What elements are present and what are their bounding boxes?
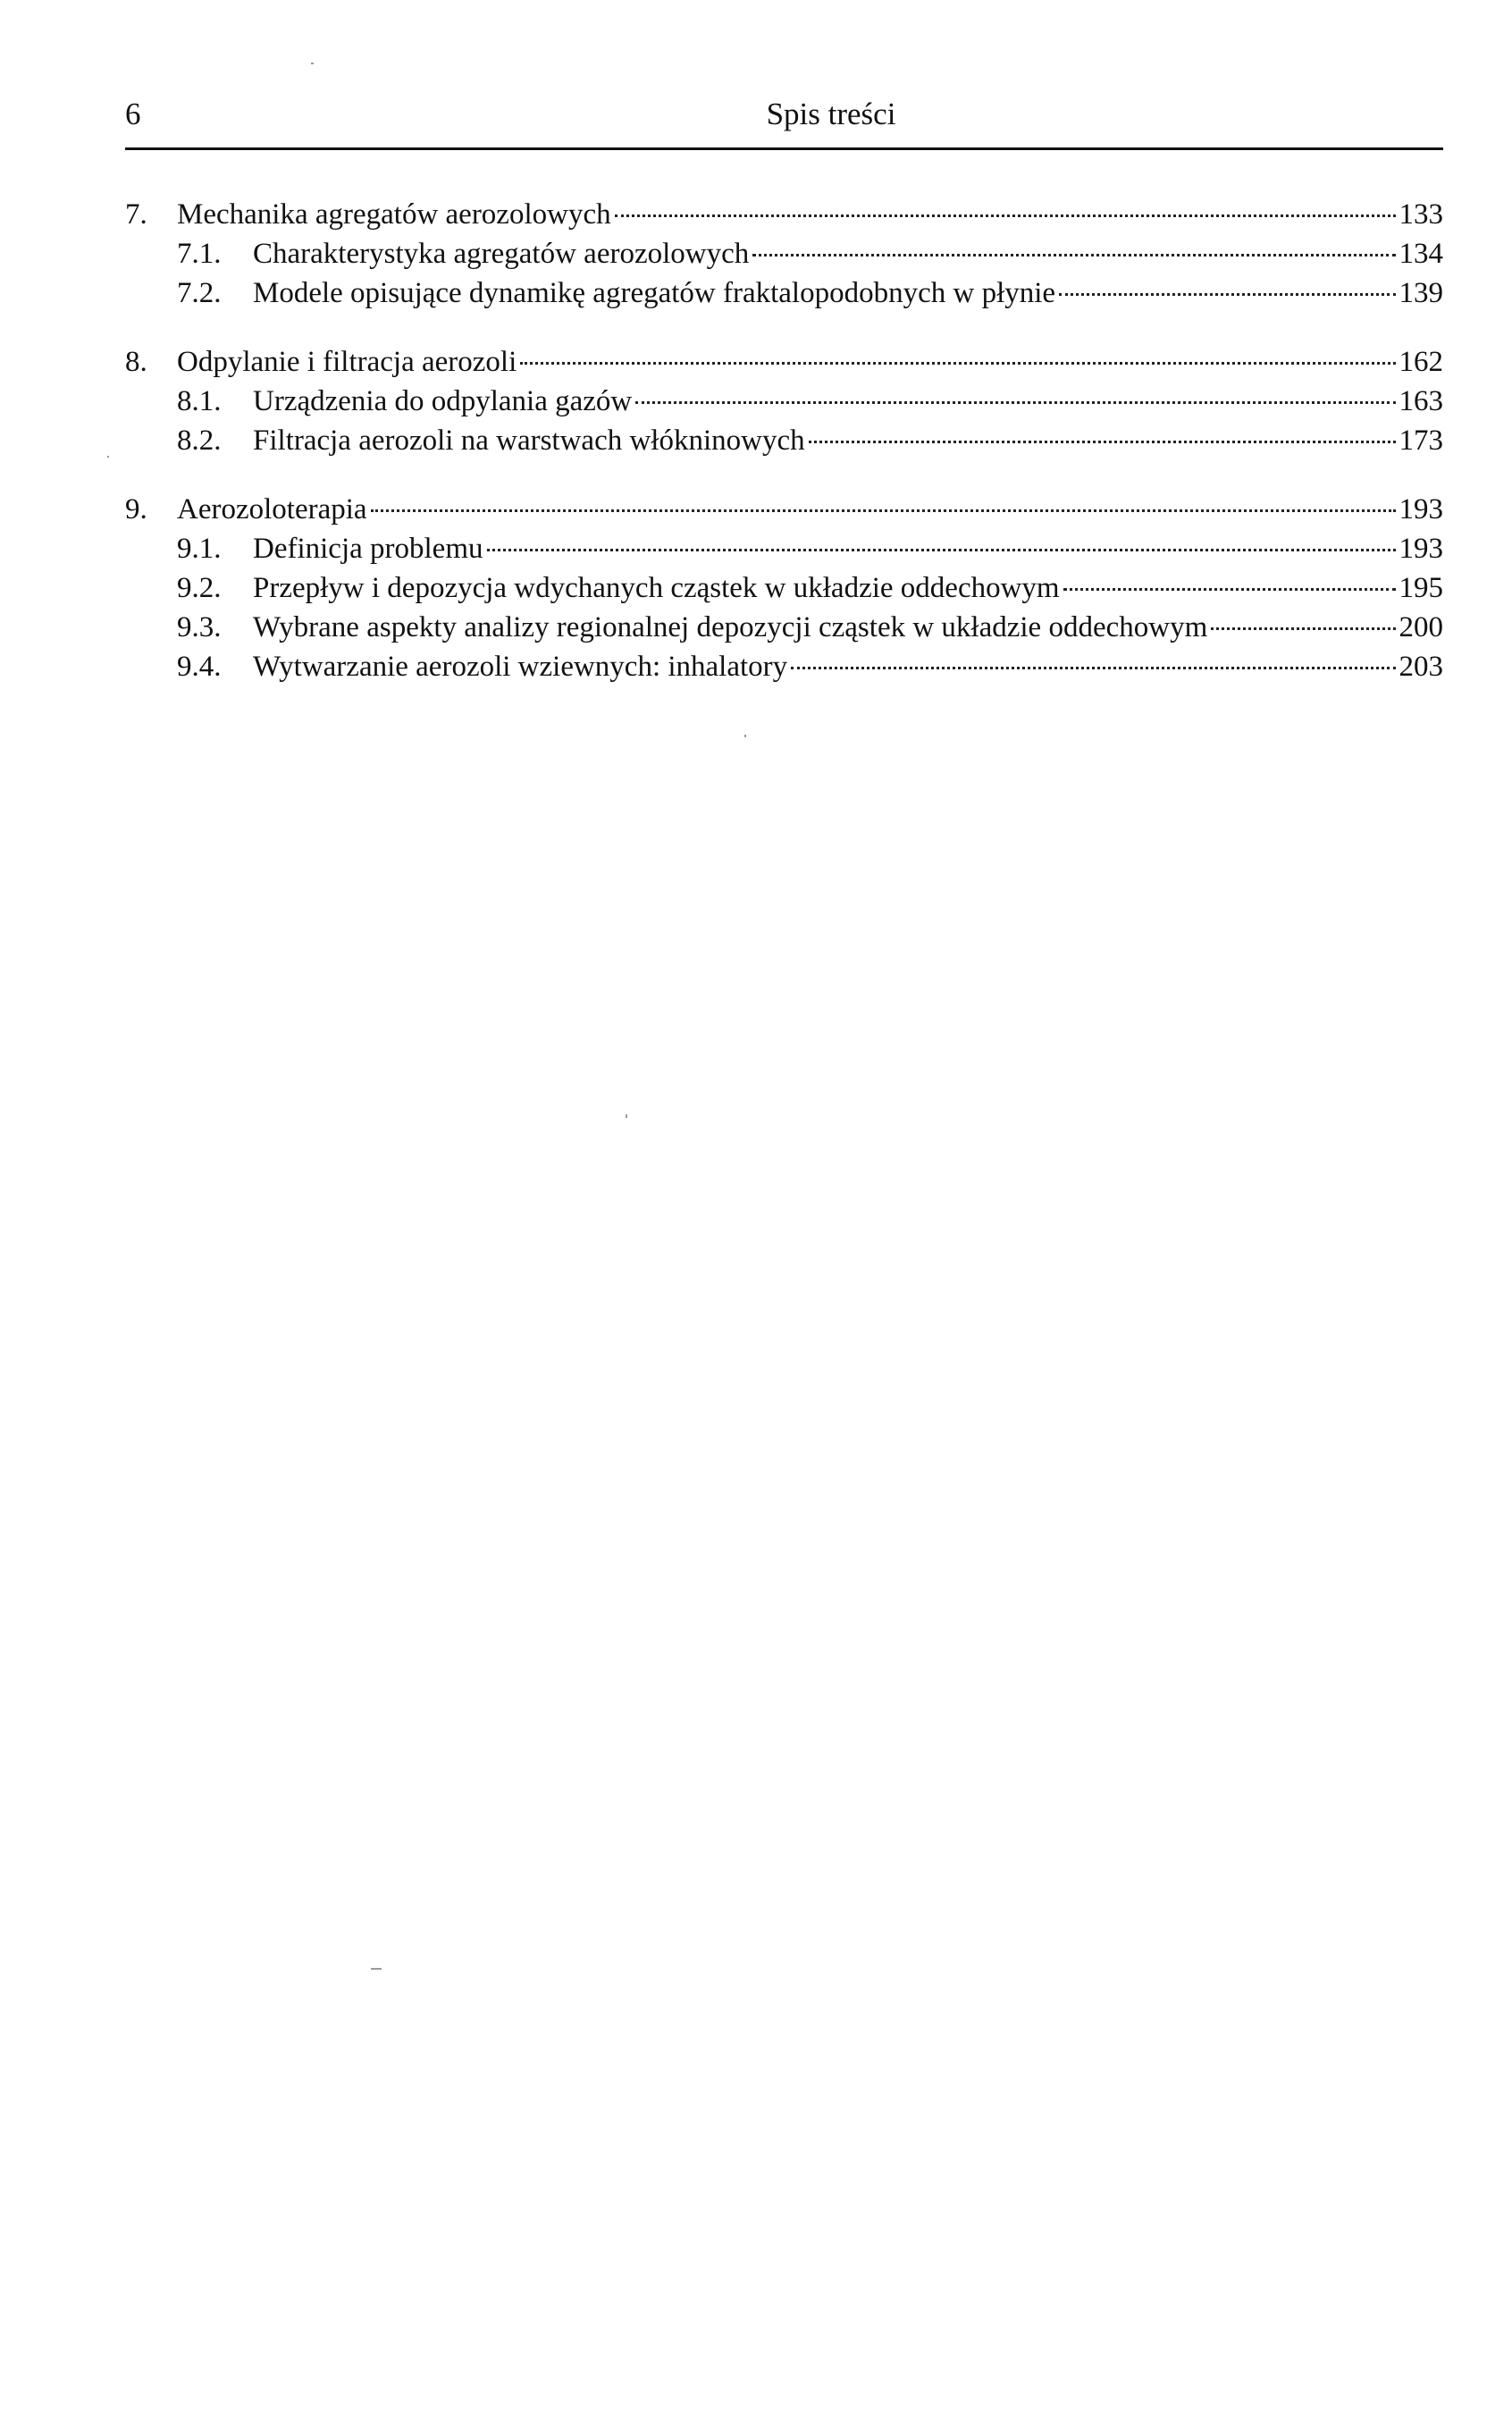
toc-entry-number: 9.1.	[177, 533, 222, 565]
toc-subentry	[125, 608, 1443, 647]
toc-entry-page: 163	[1399, 385, 1443, 417]
toc-entry	[125, 195, 1443, 234]
dot-leader	[1211, 627, 1395, 630]
toc-entry-title: Urządzenia do odpylania gazów	[253, 385, 633, 417]
toc-entry-number: 9.2.	[177, 572, 222, 604]
dot-leader	[809, 441, 1396, 443]
toc-subentry	[125, 382, 1443, 421]
toc-entry-page: 200	[1399, 611, 1443, 643]
page-number: 6	[125, 97, 141, 131]
dot-leader	[752, 254, 1395, 256]
scan-speck	[371, 1968, 382, 1970]
toc-entry-title: Przepływ i depozycja wdychanych cząstek w układzie oddechowym	[253, 572, 1060, 604]
dot-leader	[371, 509, 1396, 512]
toc-entry-page: 162	[1399, 346, 1443, 378]
toc-entry	[125, 490, 1443, 529]
toc-chapter	[125, 195, 1443, 313]
scan-speck	[107, 456, 109, 458]
toc-entry-page: 203	[1399, 651, 1443, 683]
toc-entry-page: 193	[1399, 493, 1443, 525]
toc-chapter	[125, 342, 1443, 460]
dot-leader	[635, 401, 1395, 404]
dot-leader	[791, 667, 1395, 669]
toc-entry-page: 139	[1399, 277, 1443, 309]
dot-leader	[1059, 293, 1395, 296]
running-title: Spis treści	[766, 97, 896, 131]
scan-speck	[626, 1114, 627, 1118]
toc-entry-title: Wytwarzanie aerozoli wziewnych: inhalatory	[253, 651, 788, 683]
toc-entry-number: 8.2.	[177, 425, 222, 457]
toc-subentry	[125, 273, 1443, 313]
toc-entry-page: 195	[1399, 572, 1443, 604]
toc-entry-number: 8.	[125, 346, 147, 378]
toc-entry-number: 9.4.	[177, 651, 222, 683]
dot-leader	[615, 214, 1396, 217]
page-header	[125, 88, 1443, 141]
toc-entry-title: Mechanika agregatów aerozolowych	[177, 198, 611, 231]
toc-entry-title: Modele opisujące dynamikę agregatów fraktalopodobnych w płynie	[253, 277, 1056, 309]
toc-entry-page: 133	[1399, 198, 1443, 231]
scan-speck	[311, 63, 314, 64]
dot-leader	[520, 362, 1395, 365]
toc-subentry	[125, 647, 1443, 686]
toc-entry-title: Odpylanie i filtracja aerozoli	[177, 346, 517, 378]
toc-subentry	[125, 234, 1443, 273]
toc-entry	[125, 342, 1443, 382]
scan-speck	[744, 735, 746, 737]
toc-entry-number: 7.	[125, 198, 147, 231]
toc-entry-number: 9.	[125, 493, 147, 525]
toc-entry-number: 7.2.	[177, 277, 222, 309]
toc-entry-number: 8.1.	[177, 385, 222, 417]
toc-entry-page: 134	[1399, 238, 1443, 270]
toc-subentry	[125, 529, 1443, 568]
header-rule	[125, 147, 1443, 150]
toc-entry-page: 173	[1399, 425, 1443, 457]
toc-entry-title: Wybrane aspekty analizy regionalnej depozycji cząstek w układzie oddechowym	[253, 611, 1208, 643]
toc-entry-number: 9.3.	[177, 611, 222, 643]
toc-subentry	[125, 568, 1443, 608]
toc-entry-page: 193	[1399, 533, 1443, 565]
toc-entry-number: 7.1.	[177, 238, 222, 270]
toc-entry-title: Aerozoloterapia	[177, 493, 367, 525]
dot-leader	[487, 549, 1396, 551]
toc-subentry	[125, 421, 1443, 460]
table-of-contents	[125, 195, 1443, 716]
toc-entry-title: Filtracja aerozoli na warstwach włókninowych	[253, 425, 805, 457]
toc-entry-title: Charakterystyka agregatów aerozolowych	[253, 238, 750, 270]
toc-chapter	[125, 490, 1443, 686]
dot-leader	[1063, 588, 1396, 591]
toc-entry-title: Definicja problemu	[253, 533, 483, 565]
